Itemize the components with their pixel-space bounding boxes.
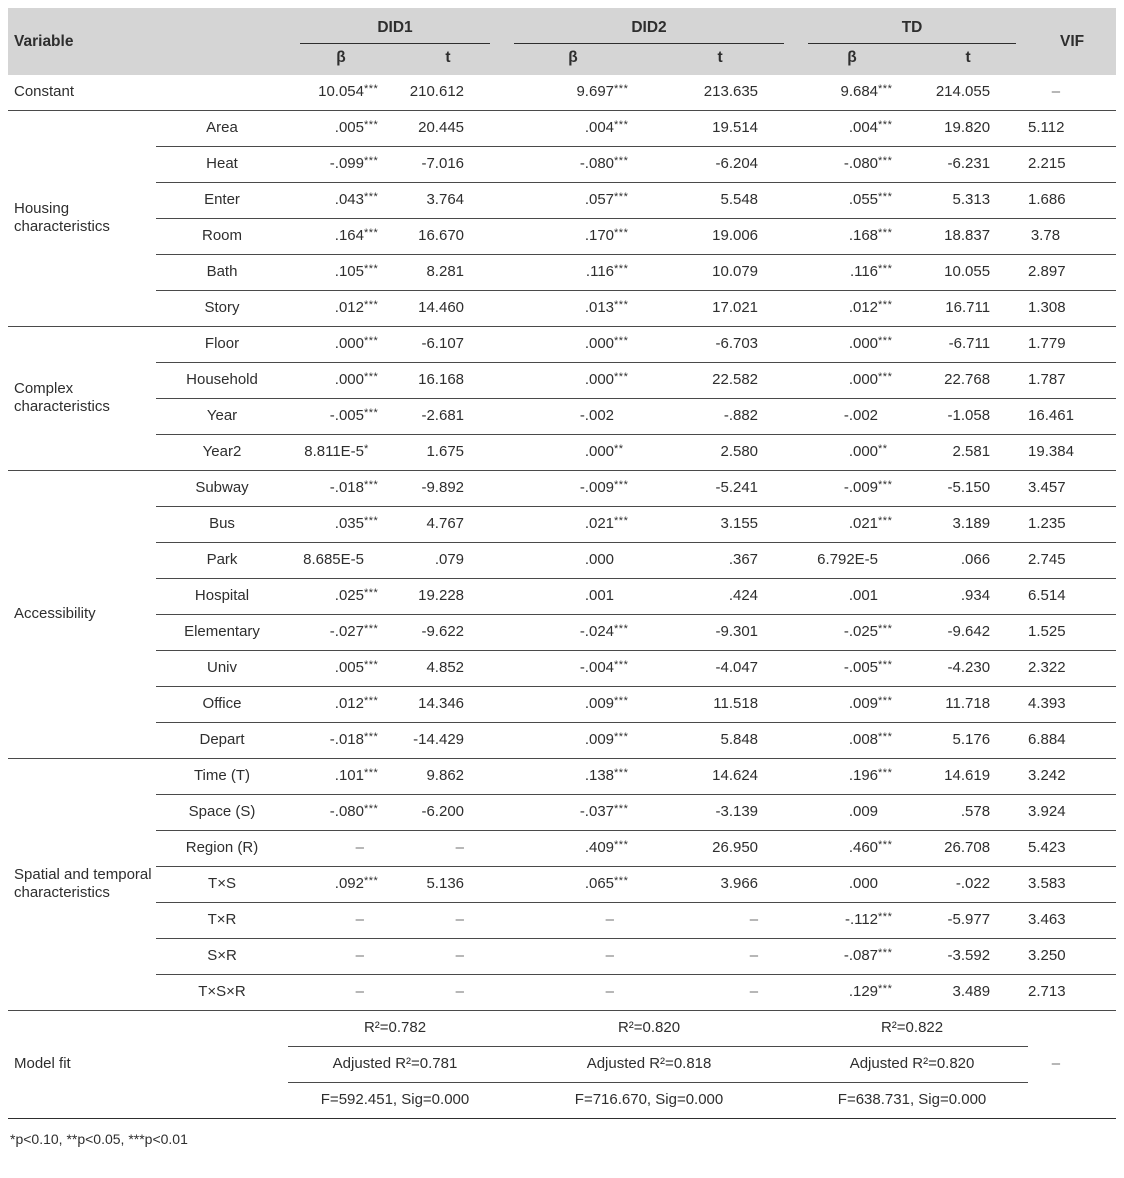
- beta-value-cell: .057 ***: [502, 183, 644, 219]
- beta-value-cell: -.037 ***: [502, 795, 644, 831]
- t-value-cell: 16.168: [394, 363, 502, 399]
- beta-value-cell: -.005 ***: [288, 399, 394, 435]
- beta-value-cell: .000 ***: [502, 327, 644, 363]
- t-value-cell: 11.718: [908, 687, 1028, 723]
- column-header-t-td: t: [908, 44, 1028, 75]
- column-group-did1-label: DID1: [377, 19, 413, 36]
- t-value-cell: –: [644, 903, 796, 939]
- beta-value-cell: .065 ***: [502, 867, 644, 903]
- vif-value-cell: 4.393: [1028, 687, 1116, 723]
- column-header-beta-did2: β: [502, 44, 644, 75]
- beta-value-cell: .138 ***: [502, 759, 644, 795]
- vif-value-cell: 2.713: [1028, 975, 1116, 1011]
- vif-value-cell: 5.112: [1028, 111, 1116, 147]
- variable-name-cell: S×R: [156, 939, 288, 975]
- beta-value-cell: -.009 ***: [796, 471, 908, 507]
- vif-value-cell: 16.461: [1028, 399, 1116, 435]
- t-value-cell: -2.681: [394, 399, 502, 435]
- beta-value-cell: .168 ***: [796, 219, 908, 255]
- t-value-cell: -9.622: [394, 615, 502, 651]
- t-value-cell: 26.950: [644, 831, 796, 867]
- t-value-cell: 16.711: [908, 291, 1028, 327]
- vif-value-cell: 2.215: [1028, 147, 1116, 183]
- variable-name-cell: Space (S): [156, 795, 288, 831]
- variable-name-cell: T×S: [156, 867, 288, 903]
- table-row: [8, 147, 1116, 183]
- beta-value-cell: .013 ***: [502, 291, 644, 327]
- model-fit-value-cell: F=638.731, Sig=0.000: [796, 1083, 1028, 1119]
- t-value-cell: –: [394, 939, 502, 975]
- t-value-cell: 5.136: [394, 867, 502, 903]
- beta-value-cell: -.025 ***: [796, 615, 908, 651]
- table-row: [8, 831, 1116, 867]
- table-row: [8, 651, 1116, 687]
- beta-value-cell: .116 ***: [502, 255, 644, 291]
- beta-value-cell: –: [502, 939, 644, 975]
- table-row: [8, 795, 1116, 831]
- t-value-cell: -6.107: [394, 327, 502, 363]
- t-value-cell: 19.820: [908, 111, 1028, 147]
- vif-value-cell: 3.583: [1028, 867, 1116, 903]
- t-value-cell: –: [644, 975, 796, 1011]
- t-value-cell: 19.228: [394, 579, 502, 615]
- t-value-cell: 14.619: [908, 759, 1028, 795]
- t-value-cell: 3.489: [908, 975, 1028, 1011]
- t-value-cell: -7.016: [394, 147, 502, 183]
- t-value-cell: 14.460: [394, 291, 502, 327]
- t-value-cell: –: [394, 831, 502, 867]
- t-value-cell: -3.139: [644, 795, 796, 831]
- table-row: [8, 363, 1116, 399]
- group-label-cell: Accessibility: [8, 471, 156, 759]
- variable-name-cell: Hospital: [156, 579, 288, 615]
- beta-value-cell: 6.792E-5: [796, 543, 908, 579]
- table-row: [8, 507, 1116, 543]
- t-value-cell: 3.764: [394, 183, 502, 219]
- variable-name-cell: Year: [156, 399, 288, 435]
- t-value-cell: 2.580: [644, 435, 796, 471]
- variable-name-cell: Enter: [156, 183, 288, 219]
- beta-value-cell: .129 ***: [796, 975, 908, 1011]
- table-row: [8, 255, 1116, 291]
- model-fit-value-cell: F=716.670, Sig=0.000: [502, 1083, 796, 1119]
- variable-name-cell: Heat: [156, 147, 288, 183]
- t-value-cell: 210.612: [394, 75, 502, 111]
- table-row: [8, 975, 1116, 1011]
- t-value-cell: 5.176: [908, 723, 1028, 759]
- variable-name-cell: Room: [156, 219, 288, 255]
- table-header: [8, 8, 1116, 75]
- table-row: [8, 291, 1116, 327]
- t-value-cell: –: [394, 975, 502, 1011]
- t-value-cell: .934: [908, 579, 1028, 615]
- column-header-beta-td: β: [796, 44, 908, 75]
- table-row: [8, 723, 1116, 759]
- row-label-model-fit: Model fit: [8, 1011, 288, 1119]
- t-value-cell: -4.230: [908, 651, 1028, 687]
- beta-value-cell: –: [502, 975, 644, 1011]
- column-group-td-label: TD: [901, 19, 923, 36]
- table-row: [8, 399, 1116, 435]
- t-value-cell: -6.711: [908, 327, 1028, 363]
- variable-name-cell: Elementary: [156, 615, 288, 651]
- table-row: [8, 435, 1116, 471]
- t-value-cell: 2.581: [908, 435, 1028, 471]
- table-row: [8, 543, 1116, 579]
- vif-value-cell: 3.463: [1028, 903, 1116, 939]
- t-value-cell: -5.241: [644, 471, 796, 507]
- beta-value-cell: .000 ***: [796, 327, 908, 363]
- row-label-constant: Constant: [8, 75, 288, 111]
- beta-value-cell: -.080 ***: [796, 147, 908, 183]
- beta-value-cell: .000 ***: [502, 363, 644, 399]
- variable-name-cell: Time (T): [156, 759, 288, 795]
- beta-value-cell: .092 ***: [288, 867, 394, 903]
- t-value-cell: -9.892: [394, 471, 502, 507]
- beta-value-cell: .101 ***: [288, 759, 394, 795]
- beta-value-cell: -.080 ***: [502, 147, 644, 183]
- column-group-did1: [288, 8, 502, 44]
- beta-value-cell: -.002: [796, 399, 908, 435]
- model-fit-value-cell: F=592.451, Sig=0.000: [288, 1083, 502, 1119]
- vif-value-cell: 3.457: [1028, 471, 1116, 507]
- variable-name-cell: Story: [156, 291, 288, 327]
- t-value-cell: -.882: [644, 399, 796, 435]
- group-label-cell: Complex characteristics: [8, 327, 156, 471]
- t-value-cell: 5.848: [644, 723, 796, 759]
- variable-name-cell: T×S×R: [156, 975, 288, 1011]
- beta-value-cell: .005 ***: [288, 111, 394, 147]
- t-value-cell: 19.006: [644, 219, 796, 255]
- beta-value-cell: -.112 ***: [796, 903, 908, 939]
- t-value-cell: -6.200: [394, 795, 502, 831]
- table-row: [8, 687, 1116, 723]
- column-group-did2-label: DID2: [631, 19, 667, 36]
- t-value-cell: 9.862: [394, 759, 502, 795]
- model-fit-vif-cell: –: [1028, 1011, 1116, 1119]
- beta-value-cell: .021 ***: [796, 507, 908, 543]
- beta-value-cell: .000 ***: [288, 363, 394, 399]
- t-value-cell: 214.055: [908, 75, 1028, 111]
- t-value-cell: 22.768: [908, 363, 1028, 399]
- beta-value-cell: -.080 ***: [288, 795, 394, 831]
- column-group-did2: [502, 8, 796, 44]
- model-fit-value-cell: R²=0.782: [288, 1011, 502, 1047]
- beta-value-cell: .000 **: [502, 435, 644, 471]
- vif-value-cell: 3.924: [1028, 795, 1116, 831]
- t-value-cell: 8.281: [394, 255, 502, 291]
- table-row: [8, 867, 1116, 903]
- t-value-cell: .367: [644, 543, 796, 579]
- t-value-cell: -3.592: [908, 939, 1028, 975]
- t-value-cell: 4.852: [394, 651, 502, 687]
- variable-name-cell: T×R: [156, 903, 288, 939]
- beta-value-cell: .055 ***: [796, 183, 908, 219]
- t-value-cell: –: [644, 939, 796, 975]
- variable-name-cell: Univ: [156, 651, 288, 687]
- table-row-constant: [8, 75, 1116, 111]
- table-row: [8, 759, 1116, 795]
- variable-name-cell: Park: [156, 543, 288, 579]
- t-value-cell: 5.313: [908, 183, 1028, 219]
- model-fit-value-cell: R²=0.820: [502, 1011, 796, 1047]
- t-value-cell: 4.767: [394, 507, 502, 543]
- beta-value-cell: .035 ***: [288, 507, 394, 543]
- beta-value-cell: .004 ***: [502, 111, 644, 147]
- t-value-cell: -.022: [908, 867, 1028, 903]
- beta-value-cell: 9.697 ***: [502, 75, 644, 111]
- t-value-cell: 22.582: [644, 363, 796, 399]
- t-value-cell: 3.155: [644, 507, 796, 543]
- beta-value-cell: .009: [796, 795, 908, 831]
- t-value-cell: 17.021: [644, 291, 796, 327]
- vif-value-cell: 1.235: [1028, 507, 1116, 543]
- table-row: [8, 111, 1116, 147]
- table-row: [8, 939, 1116, 975]
- variable-name-cell: Year2: [156, 435, 288, 471]
- vif-value-cell: 1.779: [1028, 327, 1116, 363]
- t-value-cell: .578: [908, 795, 1028, 831]
- table-row: [8, 183, 1116, 219]
- table-row: [8, 615, 1116, 651]
- t-value-cell: 18.837: [908, 219, 1028, 255]
- vif-value-cell: 2.897: [1028, 255, 1116, 291]
- t-value-cell: -6.204: [644, 147, 796, 183]
- beta-value-cell: 8.685E-5: [288, 543, 394, 579]
- beta-value-cell: .012 ***: [796, 291, 908, 327]
- beta-value-cell: .004 ***: [796, 111, 908, 147]
- beta-value-cell: .000 **: [796, 435, 908, 471]
- t-value-cell: 26.708: [908, 831, 1028, 867]
- t-value-cell: 20.445: [394, 111, 502, 147]
- vif-value-cell: 3.242: [1028, 759, 1116, 795]
- beta-value-cell: .025 ***: [288, 579, 394, 615]
- beta-value-cell: 9.684 ***: [796, 75, 908, 111]
- model-fit-row: [8, 1011, 1116, 1047]
- t-value-cell: -5.150: [908, 471, 1028, 507]
- model-fit-value-cell: R²=0.822: [796, 1011, 1028, 1047]
- beta-value-cell: .001: [796, 579, 908, 615]
- table-row: [8, 327, 1116, 363]
- variable-name-cell: Floor: [156, 327, 288, 363]
- beta-value-cell: 10.054 ***: [288, 75, 394, 111]
- t-value-cell: .424: [644, 579, 796, 615]
- t-value-cell: -9.642: [908, 615, 1028, 651]
- beta-value-cell: .170 ***: [502, 219, 644, 255]
- beta-value-cell: –: [502, 903, 644, 939]
- t-value-cell: 14.624: [644, 759, 796, 795]
- t-value-cell: 3.189: [908, 507, 1028, 543]
- beta-value-cell: .000: [502, 543, 644, 579]
- vif-value-cell: 3.250: [1028, 939, 1116, 975]
- t-value-cell: 16.670: [394, 219, 502, 255]
- vif-value-cell: 6.514: [1028, 579, 1116, 615]
- t-value-cell: 10.079: [644, 255, 796, 291]
- t-value-cell: 3.966: [644, 867, 796, 903]
- t-value-cell: 19.514: [644, 111, 796, 147]
- beta-value-cell: .164 ***: [288, 219, 394, 255]
- beta-value-cell: –: [288, 939, 394, 975]
- table-row: [8, 579, 1116, 615]
- beta-value-cell: -.018 ***: [288, 471, 394, 507]
- table-row: [8, 219, 1116, 255]
- t-value-cell: 1.675: [394, 435, 502, 471]
- vif-value-cell: 2.322: [1028, 651, 1116, 687]
- vif-value-cell: 1.308: [1028, 291, 1116, 327]
- beta-value-cell: .009 ***: [796, 687, 908, 723]
- t-value-cell: -6.703: [644, 327, 796, 363]
- beta-value-cell: -.099 ***: [288, 147, 394, 183]
- column-header-variable: Variable: [8, 8, 288, 75]
- beta-value-cell: –: [288, 903, 394, 939]
- vif-value-cell: 19.384: [1028, 435, 1116, 471]
- t-value-cell: .066: [908, 543, 1028, 579]
- vif-value-cell: –: [1028, 75, 1116, 111]
- t-value-cell: 10.055: [908, 255, 1028, 291]
- t-value-cell: 5.548: [644, 183, 796, 219]
- model-fit-value-cell: Adjusted R²=0.818: [502, 1047, 796, 1083]
- regression-table: [8, 8, 1116, 1119]
- variable-name-cell: Depart: [156, 723, 288, 759]
- beta-value-cell: -.024 ***: [502, 615, 644, 651]
- beta-value-cell: -.018 ***: [288, 723, 394, 759]
- vif-value-cell: 3.78: [1028, 219, 1116, 255]
- beta-value-cell: .116 ***: [796, 255, 908, 291]
- column-group-td: [796, 8, 1028, 44]
- column-header-vif: VIF: [1028, 8, 1116, 75]
- t-value-cell: -5.977: [908, 903, 1028, 939]
- vif-value-cell: 1.686: [1028, 183, 1116, 219]
- variable-name-cell: Household: [156, 363, 288, 399]
- beta-value-cell: -.009 ***: [502, 471, 644, 507]
- column-header-t-did2: t: [644, 44, 796, 75]
- table-body: [8, 75, 1116, 1119]
- beta-value-cell: .012 ***: [288, 291, 394, 327]
- column-header-t-did1: t: [394, 44, 502, 75]
- table-row: [8, 903, 1116, 939]
- beta-value-cell: .008 ***: [796, 723, 908, 759]
- t-value-cell: -1.058: [908, 399, 1028, 435]
- beta-value-cell: .196 ***: [796, 759, 908, 795]
- beta-value-cell: .000 ***: [796, 363, 908, 399]
- vif-value-cell: 5.423: [1028, 831, 1116, 867]
- beta-value-cell: .012 ***: [288, 687, 394, 723]
- model-fit-value-cell: Adjusted R²=0.820: [796, 1047, 1028, 1083]
- beta-value-cell: .460 ***: [796, 831, 908, 867]
- beta-value-cell: .000: [796, 867, 908, 903]
- beta-value-cell: -.004 ***: [502, 651, 644, 687]
- beta-value-cell: -.087 ***: [796, 939, 908, 975]
- t-value-cell: -6.231: [908, 147, 1028, 183]
- beta-value-cell: 8.811E-5 *: [288, 435, 394, 471]
- t-value-cell: 213.635: [644, 75, 796, 111]
- beta-value-cell: .000 ***: [288, 327, 394, 363]
- vif-value-cell: 1.525: [1028, 615, 1116, 651]
- t-value-cell: -14.429: [394, 723, 502, 759]
- t-value-cell: –: [394, 903, 502, 939]
- variable-name-cell: Area: [156, 111, 288, 147]
- beta-value-cell: -.027 ***: [288, 615, 394, 651]
- significance-footnote: *p<0.10, **p<0.05, ***p<0.01: [10, 1131, 188, 1147]
- table-row: [8, 471, 1116, 507]
- beta-value-cell: .005 ***: [288, 651, 394, 687]
- variable-name-cell: Office: [156, 687, 288, 723]
- variable-name-cell: Bath: [156, 255, 288, 291]
- t-value-cell: .079: [394, 543, 502, 579]
- beta-value-cell: -.005 ***: [796, 651, 908, 687]
- vif-value-cell: 2.745: [1028, 543, 1116, 579]
- beta-value-cell: .409 ***: [502, 831, 644, 867]
- t-value-cell: -4.047: [644, 651, 796, 687]
- beta-value-cell: .001: [502, 579, 644, 615]
- beta-value-cell: -.002: [502, 399, 644, 435]
- vif-value-cell: 1.787: [1028, 363, 1116, 399]
- vif-value-cell: 6.884: [1028, 723, 1116, 759]
- variable-name-cell: Bus: [156, 507, 288, 543]
- beta-value-cell: .105 ***: [288, 255, 394, 291]
- t-value-cell: -9.301: [644, 615, 796, 651]
- beta-value-cell: –: [288, 831, 394, 867]
- model-fit-value-cell: Adjusted R²=0.781: [288, 1047, 502, 1083]
- variable-name-cell: Region (R): [156, 831, 288, 867]
- t-value-cell: 11.518: [644, 687, 796, 723]
- group-label-cell: Housing characteristics: [8, 111, 156, 327]
- beta-value-cell: .009 ***: [502, 687, 644, 723]
- beta-value-cell: –: [288, 975, 394, 1011]
- group-label-cell: Spatial and temporal characteristics: [8, 759, 156, 1011]
- variable-name-cell: Subway: [156, 471, 288, 507]
- beta-value-cell: .043 ***: [288, 183, 394, 219]
- beta-value-cell: .021 ***: [502, 507, 644, 543]
- t-value-cell: 14.346: [394, 687, 502, 723]
- beta-value-cell: .009 ***: [502, 723, 644, 759]
- column-header-beta-did1: β: [288, 44, 394, 75]
